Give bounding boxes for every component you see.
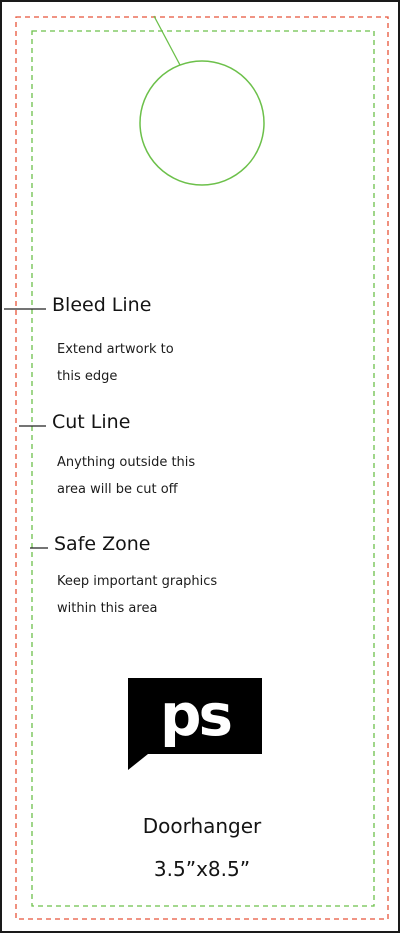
safe-zone-desc-line-1: Keep important graphics <box>57 574 218 589</box>
cut-line-description <box>57 449 195 503</box>
safe-zone-label: Safe Zone <box>54 533 151 555</box>
ps-logo-text: ps <box>159 681 231 749</box>
hanger-hole <box>140 61 264 185</box>
safe-zone-description <box>57 568 217 622</box>
bleed-line-desc-line-1: Extend artwork to <box>57 342 174 357</box>
cut-line-desc-line-2: area will be cut off <box>57 482 178 497</box>
bleed-line-desc-line-2: this edge <box>57 369 118 384</box>
cut-line-label: Cut Line <box>52 411 131 433</box>
safe-zone-desc-line-2: within this area <box>57 601 158 616</box>
ps-logo <box>128 678 262 770</box>
cut-line-desc-line-1: Anything outside this <box>57 455 196 470</box>
bleed-line-label: Bleed Line <box>52 294 152 316</box>
hanger-slit <box>154 16 180 65</box>
product-name: Doorhanger <box>142 814 262 838</box>
bleed-line-description <box>57 336 174 390</box>
product-size: 3.5”x8.5” <box>153 857 251 881</box>
